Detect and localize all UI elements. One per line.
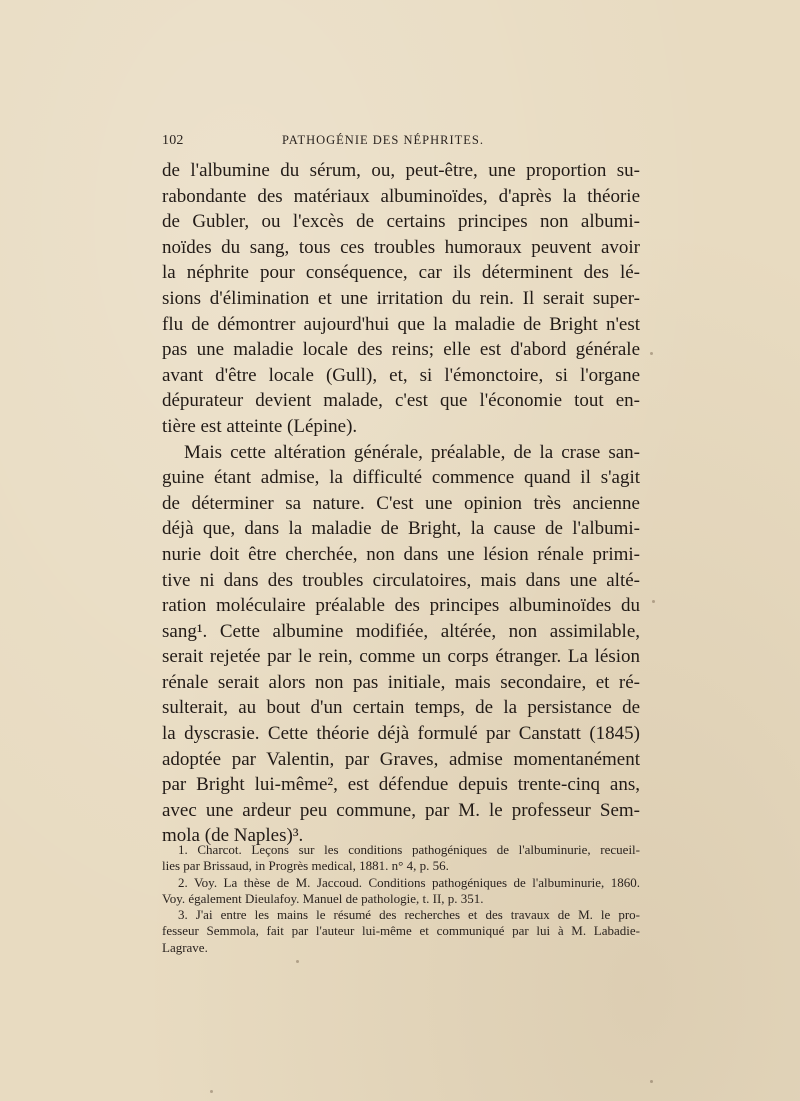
text-line: mola (de Naples)³.: [162, 825, 304, 847]
footnote-1: [162, 842, 640, 875]
text-line: sang¹. Cette albumine modifiée, altérée, non assimilable,: [162, 620, 640, 642]
footnote-line: lies par Brissaud, in Progrès medical, 1881. n° 4, p. 56.: [162, 858, 449, 874]
text-line: flu de démontrer aujourd'hui que la maladie de Bright n'est: [162, 313, 640, 335]
running-title: PATHOGÉNIE DES NÉPHRITES.: [282, 133, 484, 147]
page-number: 102: [162, 133, 184, 148]
text-line: par Bright lui-même², est défendue depuis trente-cinq ans,: [162, 774, 640, 796]
text-line: de l'albumine du sérum, ou, peut-être, une proportion su-: [162, 160, 640, 181]
paper-speck: [650, 1080, 653, 1083]
footnote-line: fesseur Semmola, fait par l'auteur lui-même et communiqué par lui à M. Labadie-: [162, 923, 640, 939]
text-line: tière est atteinte (Lépine).: [162, 415, 358, 437]
text-line: rénale serait alors non pas initiale, mais secondaire, et ré-: [162, 671, 640, 693]
footnotes: [162, 842, 640, 956]
body-text: [162, 158, 640, 849]
text-line: dépurateur devient malade, c'est que l'économie tout en-: [162, 390, 640, 412]
footnote-line: 3. J'ai entre les mains le résumé des recherches et des travaux de M. le pro-: [178, 907, 640, 923]
text-line: serait rejetée par le rein, comme un corps étranger. La lésion: [162, 646, 640, 668]
paper-speck: [650, 352, 653, 355]
text-line: déjà que, dans la maladie de Bright, la cause de l'albumi-: [162, 518, 640, 540]
text-line: de Gubler, ou l'excès de certains principes non albumi-: [162, 211, 640, 233]
text-line: Mais cette altération générale, préalable, de la crase san-: [184, 441, 640, 463]
text-line: tive ni dans des troubles circulatoires, mais dans une alté-: [162, 569, 640, 591]
footnote-2: [162, 875, 640, 908]
text-line: rabondante des matériaux albuminoïdes, d'après la théorie: [162, 185, 640, 207]
paper-speck: [652, 600, 655, 603]
text-line: noïdes du sang, tous ces troubles humoraux peuvent avoir: [162, 236, 640, 258]
text-line: avant d'être locale (Gull), et, si l'émonctoire, si l'organe: [162, 364, 640, 386]
text-line: la dyscrasie. Cette théorie déjà formulé par Canstatt (1845): [162, 723, 640, 745]
text-line: pas une maladie locale des reins; elle est d'abord générale: [162, 339, 640, 361]
text-line: de déterminer sa nature. C'est une opinion très ancienne: [162, 492, 640, 514]
footnote-line: Lagrave.: [162, 939, 208, 955]
footnote-3: [162, 907, 640, 956]
text-line: nurie doit être cherchée, non dans une lésion rénale primi-: [162, 543, 640, 565]
paper-speck: [210, 1090, 213, 1093]
footnote-line: Voy. également Dieulafoy. Manuel de pathologie, t. II, p. 351.: [162, 890, 484, 906]
text-line: guine étant admise, la difficulté commence quand il s'agit: [162, 467, 640, 489]
text-line: ration moléculaire préalable des principes albuminoïdes du: [162, 595, 640, 617]
footnote-line: 1. Charcot. Leçons sur les conditions pathogéniques de l'albuminurie, recueil-: [178, 842, 640, 857]
paragraph-2: [162, 440, 640, 850]
text-line: adoptée par Valentin, par Graves, admise momentanément: [162, 748, 640, 770]
text-line: avec une ardeur peu commune, par M. le professeur Sem-: [162, 799, 640, 821]
text-line: sulterait, au bout d'un certain temps, de la persistance de: [162, 697, 640, 719]
footnote-line: 2. Voy. La thèse de M. Jaccoud. Conditions pathogéniques de l'albuminurie, 1860.: [178, 874, 640, 890]
text-line: la néphrite pour conséquence, car ils déterminent des lé-: [162, 262, 640, 284]
paper-speck: [296, 960, 299, 963]
paragraph-1: [162, 158, 640, 440]
text-line: sions d'élimination et une irritation du rein. Il serait super-: [162, 287, 640, 309]
page-header: [162, 133, 638, 151]
